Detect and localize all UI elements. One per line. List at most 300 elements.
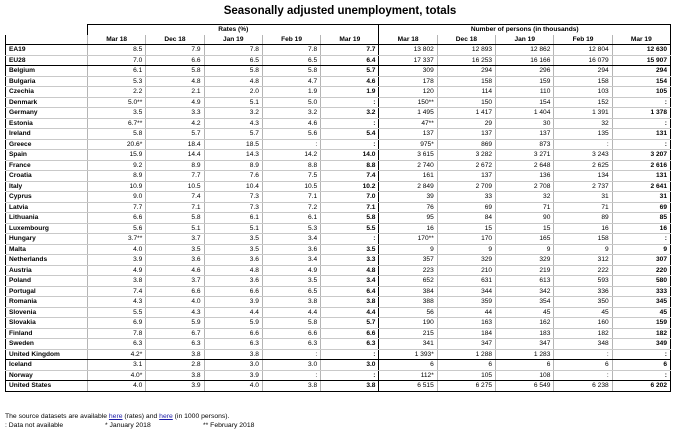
persons-cell: 13 802 (379, 45, 437, 56)
persons-cell: 182 (612, 328, 670, 339)
persons-cell: 652 (379, 276, 437, 287)
rate-cell: 7.5 (262, 171, 320, 182)
rate-cell: : (321, 349, 379, 360)
rate-cell: 1.9 (321, 87, 379, 98)
persons-cell: 12 804 (554, 45, 612, 56)
table-row (6, 307, 671, 318)
persons-cell: 45 (496, 307, 554, 318)
rate-cell: 4.0 (146, 297, 204, 308)
rate-cell: 9.2 (88, 160, 146, 171)
persons-cell: 159 (496, 76, 554, 87)
rate-cell: 3.6 (146, 255, 204, 266)
persons-cell: 3 615 (379, 150, 437, 161)
rate-cell: 10.2 (321, 181, 379, 192)
rate-cell: 3.8 (262, 381, 320, 392)
country-label: Finland (6, 328, 88, 339)
rate-cell: 15.9 (88, 150, 146, 161)
rate-cell: 3.5 (88, 108, 146, 119)
persons-cell: 95 (379, 213, 437, 224)
rate-cell: 6.1 (88, 66, 146, 77)
persons-cell: 342 (496, 286, 554, 297)
source-note (5, 413, 229, 420)
rate-cell: 5.8 (146, 213, 204, 224)
persons-cell: 2 641 (612, 181, 670, 192)
persons-cell: 2 616 (612, 160, 670, 171)
rate-cell: 14.3 (204, 150, 262, 161)
country-label: Poland (6, 276, 88, 287)
persons-col-header: Jan 19 (496, 35, 554, 45)
persons-cell: 6 238 (554, 381, 612, 392)
persons-cell: 354 (496, 297, 554, 308)
persons-cell: 108 (496, 370, 554, 381)
persons-cell: 105 (437, 370, 495, 381)
rate-cell: 7.4 (146, 192, 204, 203)
country-label: Lithuania (6, 213, 88, 224)
persons-cell: 1 283 (496, 349, 554, 360)
rate-cell: 3.4 (321, 276, 379, 287)
country-label: Hungary (6, 234, 88, 245)
persons-cell: 1 495 (379, 108, 437, 119)
persons-cell: 333 (612, 286, 670, 297)
rate-cell: 3.9 (204, 297, 262, 308)
rate-cell: 7.7 (88, 202, 146, 213)
rate-cell: 7.3 (204, 202, 262, 213)
persons-cell: 6 202 (612, 381, 670, 392)
rate-cell: 14.2 (262, 150, 320, 161)
rate-cell: 10.9 (88, 181, 146, 192)
rate-cell: 5.8 (88, 129, 146, 140)
rate-cell: 6.5 (262, 55, 320, 66)
rate-cell: 3.2 (262, 108, 320, 119)
persons-cell: 136 (496, 171, 554, 182)
persons-cell: 69 (437, 202, 495, 213)
rate-cell: 6.6 (146, 286, 204, 297)
persons-cell: 182 (554, 328, 612, 339)
persons-cell: 56 (379, 307, 437, 318)
rate-cell: 6.6 (204, 328, 262, 339)
rate-cell: 3.6 (262, 244, 320, 255)
persons-cell: 357 (379, 255, 437, 266)
rate-cell: 8.8 (321, 160, 379, 171)
persons-cell: 869 (437, 139, 495, 150)
persons-cell: 16 (554, 223, 612, 234)
rate-cell: 3.9 (88, 255, 146, 266)
table-row (6, 108, 671, 119)
rate-cell: : (321, 234, 379, 245)
persons-cell: 45 (554, 307, 612, 318)
persons-cell: 631 (437, 276, 495, 287)
rate-cell: 4.6 (321, 76, 379, 87)
persons-cell: 31 (554, 192, 612, 203)
persons-cell: 220 (612, 265, 670, 276)
rate-col-header: Dec 18 (146, 35, 204, 45)
persons-cell: 329 (496, 255, 554, 266)
rate-cell: 6.3 (262, 339, 320, 350)
rate-cell: 3.9 (146, 381, 204, 392)
rate-cell: 5.3 (262, 223, 320, 234)
persons-cell: 215 (379, 328, 437, 339)
country-label: Romania (6, 297, 88, 308)
persons-cell: 12 630 (612, 45, 670, 56)
persons-cell: 29 (437, 118, 495, 129)
rate-cell: 3.7** (88, 234, 146, 245)
persons-cell: 17 337 (379, 55, 437, 66)
country-label: Slovakia (6, 318, 88, 329)
persons-cell: 69 (612, 202, 670, 213)
rate-cell: 6.4 (321, 55, 379, 66)
persons-cell: 1 391 (554, 108, 612, 119)
country-label: Netherlands (6, 255, 88, 266)
persons-cell: : (554, 349, 612, 360)
persons-cell: 33 (437, 192, 495, 203)
persons-cell: 159 (612, 318, 670, 329)
rate-cell: 7.4 (88, 286, 146, 297)
rate-cell: 3.0 (321, 360, 379, 371)
persons-group-header: Number of persons (in thousands) (379, 25, 671, 35)
rate-cell: 7.0 (88, 55, 146, 66)
country-label: EU28 (6, 55, 88, 66)
persons-cell: : (554, 370, 612, 381)
rate-cell: 5.9 (146, 318, 204, 329)
country-label: Germany (6, 108, 88, 119)
rate-cell: 4.9 (146, 97, 204, 108)
rate-cell: 2.0 (204, 87, 262, 98)
table-row (6, 66, 671, 77)
rate-cell: 4.8 (146, 76, 204, 87)
rate-cell: 6.5 (262, 286, 320, 297)
rate-cell: 6.9 (88, 318, 146, 329)
rate-cell: 6.3 (321, 339, 379, 350)
rate-cell: 7.3 (204, 192, 262, 203)
rate-cell: 5.7 (204, 129, 262, 140)
rate-cell: 4.4 (204, 307, 262, 318)
persons-cell: 3 243 (554, 150, 612, 161)
rate-cell: 7.2 (262, 202, 320, 213)
rate-cell: 3.5 (204, 244, 262, 255)
rate-cell: 14.4 (146, 150, 204, 161)
persons-cell: 76 (379, 202, 437, 213)
rate-cell: 3.7 (146, 276, 204, 287)
rate-cell: 7.8 (204, 45, 262, 56)
persons-cell: 137 (437, 171, 495, 182)
source-text-c: (in 1000 persons). (172, 413, 230, 420)
rate-cell: 5.8 (262, 318, 320, 329)
rate-cell: 7.6 (204, 171, 262, 182)
persons-col-header: Feb 19 (554, 35, 612, 45)
rate-cell: 4.0* (88, 370, 146, 381)
rate-cell: 6.4 (321, 286, 379, 297)
rates-group-header: Rates (%) (88, 25, 379, 35)
persons-cell: 294 (554, 66, 612, 77)
rate-cell: 7.4 (321, 171, 379, 182)
persons-cell: 71 (554, 202, 612, 213)
rate-cell: 3.0 (204, 360, 262, 371)
persons-cell: 170** (379, 234, 437, 245)
persons-cell: 32 (496, 192, 554, 203)
persons-cell: 347 (496, 339, 554, 350)
rates-source-link[interactable]: here (108, 413, 123, 420)
table-row (6, 349, 671, 360)
table-row (6, 381, 671, 392)
persons-cell: 6 (554, 360, 612, 371)
persons-cell: 150** (379, 97, 437, 108)
persons-cell: 137 (437, 129, 495, 140)
note-january: * January 2018 (105, 421, 151, 429)
rate-cell: 8.9 (88, 171, 146, 182)
rate-cell: 6.3 (204, 339, 262, 350)
rate-cell: 3.3 (321, 255, 379, 266)
country-label: Sweden (6, 339, 88, 350)
persons-cell: 12 862 (496, 45, 554, 56)
persons-cell: 112* (379, 370, 437, 381)
note-february: ** February 2018 (203, 421, 255, 429)
country-label: Austria (6, 265, 88, 276)
rate-cell: 7.8 (88, 328, 146, 339)
rate-cell: 6.1 (204, 213, 262, 224)
persons-cell: 9 (554, 244, 612, 255)
rate-cell: 5.8 (204, 66, 262, 77)
country-label: Malta (6, 244, 88, 255)
rate-cell: 7.1 (262, 192, 320, 203)
country-label: Greece (6, 139, 88, 150)
persons-cell: 344 (437, 286, 495, 297)
persons-cell: 47** (379, 118, 437, 129)
rate-cell: 3.4 (262, 234, 320, 245)
persons-cell: 341 (379, 339, 437, 350)
persons-cell: 15 (437, 223, 495, 234)
persons-cell: 6 275 (437, 381, 495, 392)
persons-cell: 85 (612, 213, 670, 224)
persons-cell: 2 737 (554, 181, 612, 192)
persons-cell: 210 (437, 265, 495, 276)
persons-cell: 1 378 (612, 108, 670, 119)
rate-cell: 5.5 (88, 307, 146, 318)
persons-cell: 345 (612, 297, 670, 308)
rate-cell: 6.6 (321, 328, 379, 339)
rate-cell: 4.7 (262, 76, 320, 87)
rate-cell: 1.9 (262, 87, 320, 98)
table-row (6, 370, 671, 381)
table-row (6, 265, 671, 276)
rate-cell: 18.4 (146, 139, 204, 150)
source-text-b: (rates) and (122, 413, 160, 420)
rate-cell: 14.0 (321, 150, 379, 161)
persons-cell: 170 (437, 234, 495, 245)
persons-cell: 580 (612, 276, 670, 287)
corner-cell (6, 25, 88, 35)
rate-cell: 20.6* (88, 139, 146, 150)
persons-cell: : (612, 118, 670, 129)
rate-cell: 7.1 (321, 202, 379, 213)
persons-cell: 154 (612, 76, 670, 87)
rate-cell: 5.6 (262, 129, 320, 140)
rate-cell: : (321, 139, 379, 150)
persons-cell: 90 (496, 213, 554, 224)
rate-cell: 8.8 (262, 160, 320, 171)
persons-source-link[interactable]: here (159, 413, 173, 420)
persons-cell: 336 (554, 286, 612, 297)
country-label: United States (6, 381, 88, 392)
persons-cell: 184 (437, 328, 495, 339)
rate-cell: 5.1 (204, 223, 262, 234)
rate-cell: 4.0 (204, 381, 262, 392)
persons-cell: 219 (496, 265, 554, 276)
persons-cell: 2 648 (496, 160, 554, 171)
persons-cell: 9 (496, 244, 554, 255)
persons-cell: 6 (379, 360, 437, 371)
rate-cell: 10.5 (146, 181, 204, 192)
persons-cell: 1 288 (437, 349, 495, 360)
persons-cell: 1 404 (496, 108, 554, 119)
persons-col-header: Dec 18 (437, 35, 495, 45)
persons-cell: 6 (496, 360, 554, 371)
country-label: Croatia (6, 171, 88, 182)
table-row (6, 192, 671, 203)
rate-cell: 2.2 (88, 87, 146, 98)
persons-cell: 6 549 (496, 381, 554, 392)
persons-col-header: Mar 19 (612, 35, 670, 45)
rate-cell: 3.0 (262, 360, 320, 371)
persons-cell: 152 (554, 97, 612, 108)
rate-cell: 3.8 (146, 370, 204, 381)
rate-cell: 3.5 (321, 244, 379, 255)
persons-cell: 9 (437, 244, 495, 255)
rate-cell: 6.6 (262, 328, 320, 339)
rate-cell: 3.1 (88, 360, 146, 371)
persons-cell: 329 (437, 255, 495, 266)
unemployment-table (5, 24, 671, 392)
persons-cell: 105 (612, 87, 670, 98)
rate-cell: 4.4 (321, 307, 379, 318)
note-not-available: : Data not available (5, 421, 64, 429)
rate-cell: 4.3 (146, 307, 204, 318)
persons-cell: 160 (554, 318, 612, 329)
country-label: Slovenia (6, 307, 88, 318)
persons-cell: 137 (496, 129, 554, 140)
rate-cell: 6.3 (146, 339, 204, 350)
persons-cell: : (612, 370, 670, 381)
rate-cell: 4.8 (204, 76, 262, 87)
rate-cell: 6.6 (204, 286, 262, 297)
rate-cell: 5.1 (204, 97, 262, 108)
persons-cell: 163 (437, 318, 495, 329)
rate-cell: : (321, 118, 379, 129)
persons-cell: 44 (437, 307, 495, 318)
persons-cell: : (612, 139, 670, 150)
persons-cell: 158 (554, 234, 612, 245)
persons-cell: 1 417 (437, 108, 495, 119)
rate-cell: 3.8 (321, 381, 379, 392)
rate-cell: 3.9 (204, 370, 262, 381)
persons-cell: 359 (437, 297, 495, 308)
persons-cell: 2 709 (437, 181, 495, 192)
rate-cell: 2.1 (146, 87, 204, 98)
rate-cell: 6.7** (88, 118, 146, 129)
country-label: Luxembourg (6, 223, 88, 234)
persons-cell: 134 (554, 171, 612, 182)
rate-cell: 3.8 (321, 297, 379, 308)
rate-cell: 3.3 (146, 108, 204, 119)
persons-cell: 31 (612, 192, 670, 203)
rate-col-header: Jan 19 (204, 35, 262, 45)
persons-cell: 16 (379, 223, 437, 234)
rate-cell: 3.6 (204, 255, 262, 266)
rate-cell: 9.0 (88, 192, 146, 203)
country-label: Estonia (6, 118, 88, 129)
persons-cell: 137 (379, 129, 437, 140)
persons-cell: 71 (496, 202, 554, 213)
persons-cell: 131 (612, 171, 670, 182)
table-row (6, 360, 671, 371)
persons-cell: 30 (496, 118, 554, 129)
persons-cell: 3 271 (496, 150, 554, 161)
persons-col-header: Mar 18 (379, 35, 437, 45)
rate-cell: 5.8 (262, 66, 320, 77)
persons-cell: 6 515 (379, 381, 437, 392)
table-row (6, 202, 671, 213)
corner-cell-2 (6, 35, 88, 45)
table-row (6, 276, 671, 287)
rate-cell: 3.4 (262, 255, 320, 266)
table-row (6, 339, 671, 350)
persons-cell: 294 (612, 66, 670, 77)
rate-cell: 3.8 (262, 297, 320, 308)
page-title: Seasonally adjusted unemployment, totals (223, 5, 457, 17)
country-label: Ireland (6, 129, 88, 140)
rate-cell: 5.4 (321, 129, 379, 140)
table-row (6, 55, 671, 66)
persons-cell: 3 207 (612, 150, 670, 161)
rate-cell: 5.6 (88, 223, 146, 234)
rate-cell: 5.5 (321, 223, 379, 234)
table-row (6, 129, 671, 140)
persons-cell: 178 (379, 76, 437, 87)
rate-cell: 3.5 (262, 276, 320, 287)
persons-cell: 347 (437, 339, 495, 350)
rate-cell: 5.9 (204, 318, 262, 329)
table-row (6, 297, 671, 308)
rate-cell: 5.0 (262, 97, 320, 108)
persons-cell: 183 (496, 328, 554, 339)
rate-cell: 7.7 (321, 45, 379, 56)
table-row (6, 244, 671, 255)
persons-cell: 2 849 (379, 181, 437, 192)
country-label: Czechia (6, 87, 88, 98)
persons-cell: 350 (554, 297, 612, 308)
rate-cell: 5.8 (146, 66, 204, 77)
rate-cell: 4.4 (262, 307, 320, 318)
rate-cell: 7.1 (146, 202, 204, 213)
country-label: Spain (6, 150, 88, 161)
country-label: France (6, 160, 88, 171)
persons-cell: 593 (554, 276, 612, 287)
persons-cell: 32 (554, 118, 612, 129)
persons-cell: 312 (554, 255, 612, 266)
rate-cell: 5.7 (321, 318, 379, 329)
source-text-a: The source datasets are available (5, 413, 109, 420)
table-row (6, 234, 671, 245)
persons-cell: 873 (496, 139, 554, 150)
rate-cell: 3.8 (88, 276, 146, 287)
persons-cell: 348 (554, 339, 612, 350)
persons-cell: 349 (612, 339, 670, 350)
rate-cell: 4.3 (204, 118, 262, 129)
persons-cell: 84 (437, 213, 495, 224)
persons-cell: 2 672 (437, 160, 495, 171)
persons-cell: 190 (379, 318, 437, 329)
month-header-row (6, 35, 671, 45)
rate-cell: 5.7 (146, 129, 204, 140)
